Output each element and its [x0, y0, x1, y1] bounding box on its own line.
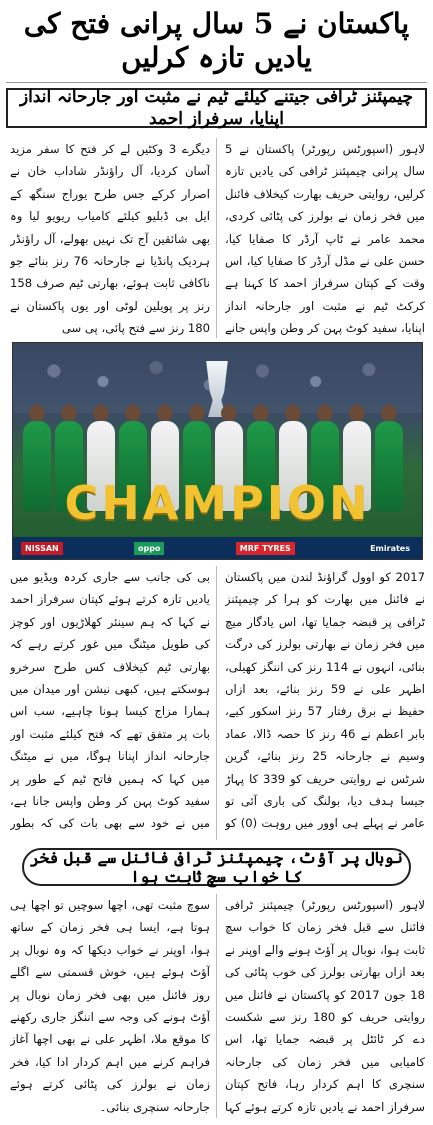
column-separator — [216, 138, 217, 338]
headline: پاکستان نے 5 سال پرانی فتح کی یادیں تازہ کرلیں — [23, 7, 410, 74]
article2-column-right: 2017 کو اوول گراؤنڈ لندن میں پاکستان نے فائنل میں بھارت کو ہرا کر چیمپئنز ٹرافی پر قبضہ جمایا تھا، اس یادگار میچ میں فخر زمان نے بھارتی بولرز کی درگت بنائی، انہوں نے 114 رنز کی اننگز کھیلی، اظہر علی نے 59 رنز بنائے، بعد ازاں حفیظ نے برق رفتار 57 رنز اسکور کیے، بابر اعظم نے 46 رنز کا حصہ ڈالا، عماد وسیم نے جارحانہ 25 رنز بنائے، گرین شرٹس نے روایتی حریف کو 339 کا پہاڑ جیسا ہدف دیا، بولنگ کی باری آئی تو عامر نے پہلے ہی اوور میں روہت (0) کو — [225, 570, 425, 831]
divider — [6, 82, 427, 83]
champion-sign: CHAMPION — [64, 476, 371, 530]
sponsor-logo: MRF TYRES — [236, 542, 295, 555]
article1-column-right: لاہور (اسپورٹس رپورٹر) پاکستان نے 5 سال پرانی چیمپئنز ٹرافی کی یادیں تازہ کرلیں، روایتی حریف بھارت کیخلاف فائنل میں فخر زمان نے بولرز کی پٹائی کردی، محمد عامر نے ٹاپ آرڈر کا صفایا کیا، حسن علی نے مڈل آرڈر کا صفایا کیا، اس وقت کے کپتان سرفراز احمد کا کہنا ہے کرکٹ ٹیم نے مثبت اور جارحانہ انداز اپنایا، سفید کوٹ پہن کر وطن واپس جانے — [225, 142, 425, 336]
column-separator — [216, 566, 217, 840]
sponsor-boards — [13, 537, 422, 559]
sponsor-logo: NISSAN — [21, 542, 63, 555]
subheadline: چیمپئنز ٹرافی جیتنے کیلئے ٹیم نے مثبت اور جارحانہ انداز اپنایا، سرفراز احمد — [6, 88, 427, 128]
article2-column-left: بی کی جانب سے جاری کردہ ویڈیو میں یادیں تازہ کرتے ہوئے کپتان سرفراز احمد نے کہا کہ ہم سینئر کھلاڑیوں اور کوچز کی طویل میٹنگ میں غور کرتے رہے کہ بھارتی ٹیم کیخلاف کس طرح سرخرو ہوسکتے ہیں، کبھی نیشن اور میدان میں ہمارا مزاج کیسا ہونا چاہیے، سب اس بات پر متفق تھے کہ فتح کیلئے مثبت اور جارحانہ انداز اپنانا ہوگا، میں نے میٹنگ میں کہا کہ ہمیں فاتح ٹیم کے طور پر سفید کوٹ پہن کر وطن واپس جانا ہے، میں نے خود سے بھی بات کی کہ بطور — [10, 570, 210, 831]
column-separator — [216, 894, 217, 1118]
article3-column-right: لاہور (اسپورٹس رپورٹر) چیمپئنز ٹرافی فائنل سے قبل فخر زمان کا خواب سچ ثابت ہوا، نوبال پر آؤٹ ہونے والے اوپنر نے بعد ازاں بھارتی بولرز کی خوب پٹائی کی 18 جون 2017 کو پاکستان نے فائنل میں روایتی حریف کو 180 رنز سے شکست دے کر ٹائٹل پر قبضہ جمایا تھا، اس کامیابی میں فخر زمان کی جارحانہ سنچری کا اہم کردار رہا، فاتح کپتان سرفراز احمد نے یادیں تازہ کرتے ہوئے کہا — [225, 898, 425, 1114]
team-celebration-photo — [12, 342, 423, 560]
sponsor-logo: Emirates — [370, 543, 410, 553]
article3-column-left: سوچ مثبت تھی، اچھا سوچیں تو اچھا ہی ہوتا ہے، ایسا ہی فخر زمان کے ساتھ ہوا، اوپنر نے خواب دیکھا کہ وہ نوبال پر آؤٹ ہوئے ہیں، خوش قسمتی سے اگلے روز فائنل میں بھی فخر زمان نوبال پر آؤٹ ہونے کی وجہ سے اننگز جاری رکھنے کا موقع ملا، اظہر علی نے بھی اچھا آغاز فراہم کرنے میں اہم کردار ادا کیا، فخر زمان نے بولرز کی پٹائی کرتے ہوئے جارحانہ سنچری بنائی۔ — [10, 898, 210, 1114]
section-banner: نوبال پر آؤٹ، چیمپئنز ٹرافی فائنل سے قبل فخر کا خواب سچ ثابت ہوا — [22, 848, 411, 886]
article1-column-left: دیگرے 3 وکٹیں لے کر فتح کا سفر مزید آسان کردیا، آل راؤنڈر شاداب خان نے اصرار کرکے جس طرح یوراج سنگھ کے ایل بی ڈبلیو کیلئے کامیاب ریویو لیا وہ بھی شائقین آج تک نہیں بھولے، آل راؤنڈر ہردیک پانڈیا نے جارحانہ 76 رنز بنائے جو ناکافی ثابت ہوئے، بھارتی ٹیم صرف 158 رنز پر پویلین لوٹی اور یوں پاکستان نے 180 رنز سے فتح پائی، پی سی — [10, 142, 210, 336]
sponsor-logo: oppo — [134, 542, 164, 555]
